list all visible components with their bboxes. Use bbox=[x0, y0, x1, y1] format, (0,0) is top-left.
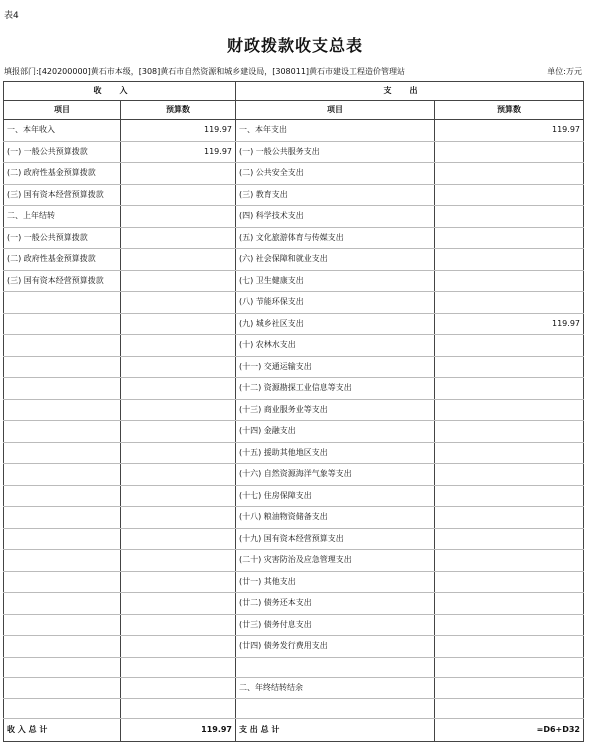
expense-value-cell bbox=[435, 485, 584, 507]
table-row bbox=[4, 292, 584, 314]
expense-item-cell: (十九) 国有资本经营预算支出 bbox=[236, 528, 435, 550]
expense-value-cell bbox=[435, 356, 584, 378]
income-value-cell bbox=[121, 677, 236, 699]
expense-item-cell: 一、本年支出 bbox=[236, 120, 435, 142]
income-value-cell bbox=[121, 313, 236, 335]
table-row bbox=[4, 485, 584, 507]
expense-value-cell bbox=[435, 636, 584, 658]
expense-item-cell: (三) 教育支出 bbox=[236, 184, 435, 206]
income-item-cell bbox=[4, 485, 121, 507]
income-value-cell bbox=[121, 270, 236, 292]
filing-department: 填报部门:[420200000]黄石市本级，[308]黄石市自然资源和城乡建设局，[308011]黄石市建设工程造价管理站 bbox=[4, 67, 406, 76]
income-item-cell bbox=[4, 421, 121, 443]
expense-total-label: 支 出 总 计 bbox=[236, 719, 435, 742]
income-value-cell bbox=[121, 421, 236, 443]
expense-item-cell: (十一) 交通运输支出 bbox=[236, 356, 435, 378]
expense-value-cell: 119.97 bbox=[435, 120, 584, 142]
expense-value-cell bbox=[435, 571, 584, 593]
table-row bbox=[4, 120, 584, 142]
expense-section-header: 支出 bbox=[236, 82, 584, 101]
expense-value-cell bbox=[435, 464, 584, 486]
income-item-cell bbox=[4, 442, 121, 464]
income-value-cell bbox=[121, 699, 236, 719]
expense-item-cell: (廿一) 其他支出 bbox=[236, 571, 435, 593]
income-value-cell bbox=[121, 249, 236, 271]
table-row bbox=[4, 550, 584, 572]
expense-value-cell bbox=[435, 378, 584, 400]
income-value-cell bbox=[121, 184, 236, 206]
expense-item-cell: (九) 城乡社区支出 bbox=[236, 313, 435, 335]
expense-item-cell: (四) 科学技术支出 bbox=[236, 206, 435, 228]
report-info-line bbox=[4, 66, 582, 77]
income-value-cell bbox=[121, 593, 236, 615]
table-row bbox=[4, 399, 584, 421]
expense-item-header: 项目 bbox=[236, 101, 435, 120]
income-value-cell bbox=[121, 507, 236, 529]
expense-item-cell: (十三) 商业服务业等支出 bbox=[236, 399, 435, 421]
expense-item-cell: (十二) 资源勘探工业信息等支出 bbox=[236, 378, 435, 400]
expense-value-cell bbox=[435, 249, 584, 271]
income-value-cell bbox=[121, 550, 236, 572]
table-row bbox=[4, 699, 584, 719]
income-item-cell bbox=[4, 378, 121, 400]
expense-item-cell: (十四) 金融支出 bbox=[236, 421, 435, 443]
income-item-cell bbox=[4, 507, 121, 529]
income-item-cell: (三) 国有资本经营预算拨款 bbox=[4, 270, 121, 292]
table-row bbox=[4, 657, 584, 677]
expense-value-cell bbox=[435, 677, 584, 699]
expense-value-cell bbox=[435, 657, 584, 677]
income-item-cell: (二) 政府性基金预算拨款 bbox=[4, 249, 121, 271]
income-item-cell bbox=[4, 313, 121, 335]
expense-item-cell: (十五) 援助其他地区支出 bbox=[236, 442, 435, 464]
expense-item-cell: (二十) 灾害防治及应急管理支出 bbox=[236, 550, 435, 572]
table-row bbox=[4, 313, 584, 335]
income-item-header: 项目 bbox=[4, 101, 121, 120]
income-item-cell bbox=[4, 614, 121, 636]
table-number: 表4 bbox=[4, 11, 19, 21]
income-item-cell bbox=[4, 399, 121, 421]
income-value-cell bbox=[121, 163, 236, 185]
expense-item-cell: 二、年终结转结余 bbox=[236, 677, 435, 699]
expense-item-cell: (廿四) 债务发行费用支出 bbox=[236, 636, 435, 658]
income-item-cell bbox=[4, 528, 121, 550]
income-item-cell bbox=[4, 550, 121, 572]
table-row bbox=[4, 677, 584, 699]
income-value-cell bbox=[121, 206, 236, 228]
income-item-cell bbox=[4, 464, 121, 486]
expense-item-cell: (一) 一般公共服务支出 bbox=[236, 141, 435, 163]
expense-budget-header: 预算数 bbox=[435, 101, 584, 120]
income-value-cell: 119.97 bbox=[121, 120, 236, 142]
income-value-cell bbox=[121, 356, 236, 378]
table-row bbox=[4, 507, 584, 529]
expense-value-cell bbox=[435, 442, 584, 464]
expense-value-cell bbox=[435, 593, 584, 615]
income-value-cell bbox=[121, 378, 236, 400]
expense-value-cell bbox=[435, 141, 584, 163]
expense-item-cell: (廿三) 债务付息支出 bbox=[236, 614, 435, 636]
income-value-cell bbox=[121, 485, 236, 507]
income-value-cell bbox=[121, 292, 236, 314]
income-value-cell bbox=[121, 227, 236, 249]
expense-item-cell: (廿二) 债务还本支出 bbox=[236, 593, 435, 615]
expense-item-cell: (十七) 住房保障支出 bbox=[236, 485, 435, 507]
table-row bbox=[4, 356, 584, 378]
income-item-cell: 二、上年结转 bbox=[4, 206, 121, 228]
income-item-cell bbox=[4, 677, 121, 699]
table-row bbox=[4, 270, 584, 292]
expense-total-value: =D6+D32 bbox=[435, 719, 584, 742]
table-row bbox=[4, 442, 584, 464]
expense-item-cell: (八) 节能环保支出 bbox=[236, 292, 435, 314]
expense-item-cell: (二) 公共安全支出 bbox=[236, 163, 435, 185]
income-item-cell: (二) 政府性基金预算拨款 bbox=[4, 163, 121, 185]
expense-value-cell bbox=[435, 292, 584, 314]
table-row bbox=[4, 636, 584, 658]
page-title: 财政拨款收支总表 bbox=[226, 36, 363, 55]
income-item-cell bbox=[4, 699, 121, 719]
income-value-cell bbox=[121, 571, 236, 593]
expense-item-cell bbox=[236, 699, 435, 719]
table-row bbox=[4, 593, 584, 615]
table-row bbox=[4, 421, 584, 443]
expense-item-cell: (十六) 自然资源海洋气象等支出 bbox=[236, 464, 435, 486]
income-item-cell bbox=[4, 636, 121, 658]
expense-item-cell: (六) 社会保障和就业支出 bbox=[236, 249, 435, 271]
expense-value-cell bbox=[435, 399, 584, 421]
expense-value-cell bbox=[435, 699, 584, 719]
income-value-cell bbox=[121, 614, 236, 636]
total-row bbox=[4, 719, 584, 742]
table-row bbox=[4, 249, 584, 271]
income-value-cell bbox=[121, 636, 236, 658]
income-item-cell bbox=[4, 356, 121, 378]
income-budget-header: 预算数 bbox=[121, 101, 236, 120]
income-item-cell bbox=[4, 335, 121, 357]
income-total-value: 119.97 bbox=[121, 719, 236, 742]
budget-summary-table bbox=[3, 81, 584, 742]
expense-value-cell bbox=[435, 507, 584, 529]
expense-value-cell bbox=[435, 163, 584, 185]
table-row bbox=[4, 227, 584, 249]
income-value-cell bbox=[121, 442, 236, 464]
expense-item-cell: (七) 卫生健康支出 bbox=[236, 270, 435, 292]
income-value-cell bbox=[121, 464, 236, 486]
income-item-cell bbox=[4, 571, 121, 593]
expense-value-cell bbox=[435, 206, 584, 228]
expense-value-cell bbox=[435, 421, 584, 443]
column-header-row bbox=[4, 101, 584, 120]
income-item-cell: (三) 国有资本经营预算拨款 bbox=[4, 184, 121, 206]
table-row bbox=[4, 141, 584, 163]
income-value-cell bbox=[121, 399, 236, 421]
expense-item-cell bbox=[236, 657, 435, 677]
income-value-cell bbox=[121, 335, 236, 357]
expense-item-cell: (五) 文化旅游体育与传媒支出 bbox=[236, 227, 435, 249]
income-item-cell bbox=[4, 292, 121, 314]
table-row bbox=[4, 163, 584, 185]
table-row bbox=[4, 571, 584, 593]
table-row bbox=[4, 335, 584, 357]
table-row bbox=[4, 184, 584, 206]
income-value-cell bbox=[121, 657, 236, 677]
currency-unit: 单位:万元 bbox=[547, 67, 582, 76]
expense-value-cell bbox=[435, 550, 584, 572]
income-item-cell bbox=[4, 657, 121, 677]
income-section-header: 收入 bbox=[4, 82, 236, 101]
income-total-label: 收 入 总 计 bbox=[4, 719, 121, 742]
expense-value-cell bbox=[435, 335, 584, 357]
income-value-cell: 119.97 bbox=[121, 141, 236, 163]
expense-value-cell bbox=[435, 184, 584, 206]
expense-item-cell: (十八) 粮油物资储备支出 bbox=[236, 507, 435, 529]
table-row bbox=[4, 378, 584, 400]
income-value-cell bbox=[121, 528, 236, 550]
expense-item-cell: (十) 农林水支出 bbox=[236, 335, 435, 357]
section-header-row bbox=[4, 82, 584, 101]
expense-value-cell: 119.97 bbox=[435, 313, 584, 335]
expense-value-cell bbox=[435, 227, 584, 249]
income-item-cell: (一) 一般公共预算拨款 bbox=[4, 141, 121, 163]
table-row bbox=[4, 464, 584, 486]
table-row bbox=[4, 614, 584, 636]
table-row bbox=[4, 528, 584, 550]
expense-value-cell bbox=[435, 270, 584, 292]
income-item-cell bbox=[4, 593, 121, 615]
income-item-cell: 一、本年收入 bbox=[4, 120, 121, 142]
income-item-cell: (一) 一般公共预算拨款 bbox=[4, 227, 121, 249]
table-row bbox=[4, 206, 584, 228]
expense-value-cell bbox=[435, 614, 584, 636]
expense-value-cell bbox=[435, 528, 584, 550]
